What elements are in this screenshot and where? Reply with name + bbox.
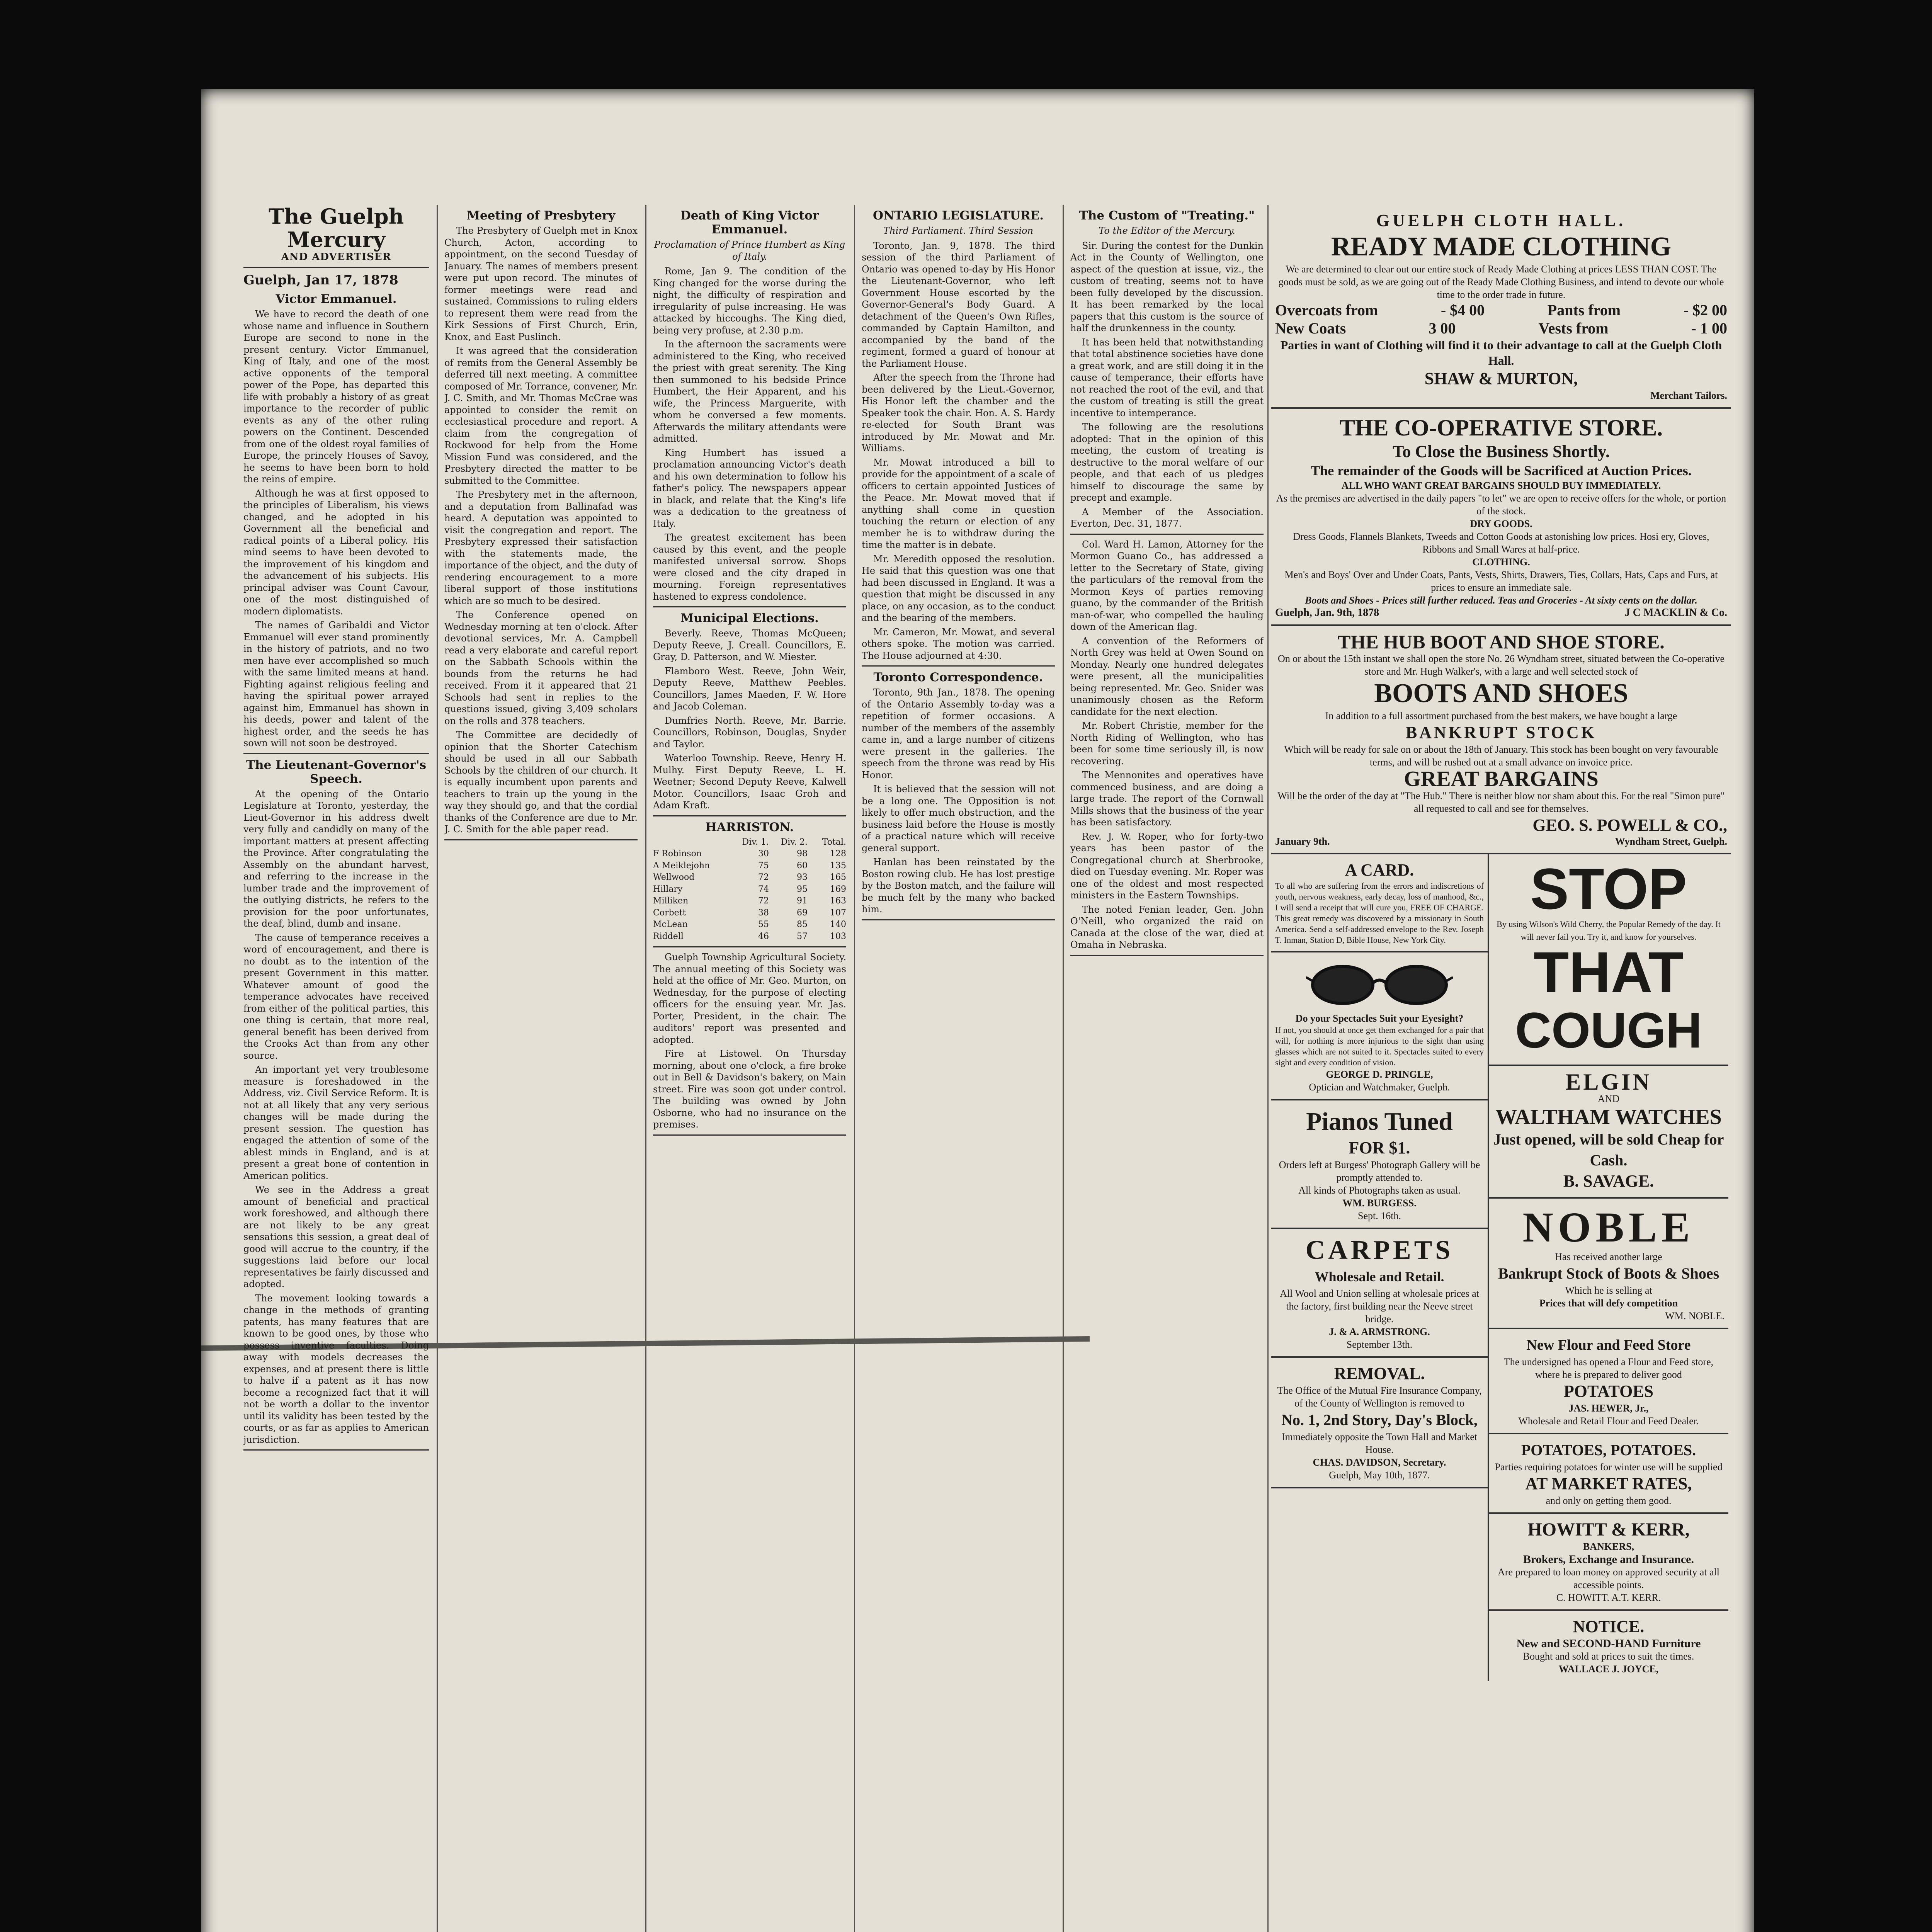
column-1-articles	[243, 292, 429, 1451]
ad-text: Are prepared to loan money on approved security at all accessible points.	[1498, 1566, 1719, 1590]
ad-name: CARPETS	[1305, 1235, 1454, 1265]
ad-spectacles	[1271, 952, 1488, 1100]
ad-hub-store	[1271, 626, 1731, 854]
article-paragraph: Guelph Township Agricultural Society. The annual meeting of this Society was held at the office of Mr. Geo. Murton, on Wednesday, for the purpose of electing officers for the ensuing year. Mr. Jas. Porter, President, in the chair. The auditors' report was presented and adopted.	[653, 952, 846, 1045]
table-cell	[653, 837, 730, 849]
article-paragraph: The cause of temperance receives a word of encouragement, and there is no doubt as to the intention of the present Government in this matter. Whatever amount of good the temperance advocates have received from either of the political parties, this one thing is certain, that more real, general benefit has been derived from the Crooks Act than from any other source.	[243, 932, 429, 1061]
price-item: Overcoats from	[1275, 301, 1378, 319]
table-cell: A Meiklejohn	[653, 861, 710, 871]
table-row	[653, 907, 846, 919]
newspaper-page	[201, 89, 1754, 1932]
ad-firm: JAS. HEWER, Jr.,	[1568, 1403, 1649, 1414]
ad-date: January 9th.	[1275, 836, 1330, 847]
election-results-table	[653, 837, 846, 943]
ad-left-column	[1271, 854, 1489, 1681]
article-heading: The Custom of "Treating."	[1079, 209, 1255, 223]
article-subheading: Third Parliament. Third Session	[883, 225, 1033, 236]
ad-text: The undersigned has opened a Flour and Feed store, where he is prepared to deliver good	[1503, 1356, 1714, 1380]
table-cell: Corbett	[653, 908, 686, 918]
ad-removal	[1271, 1358, 1488, 1488]
advertisements	[1271, 205, 1731, 1932]
ad-text: Which he is selling at	[1565, 1285, 1652, 1296]
ad-date: Guelph, May 10th, 1877.	[1329, 1469, 1430, 1481]
table-cell: 30	[758, 849, 769, 859]
ad-date: Sept. 16th.	[1358, 1210, 1401, 1221]
ad-headline: Bankrupt Stock of Boots & Shoes	[1498, 1265, 1719, 1282]
table-cell: Milliken	[653, 896, 689, 906]
ad-text: Just opened, will be sold Cheap for Cash.	[1493, 1131, 1724, 1169]
ad-name: NOBLE	[1522, 1204, 1695, 1251]
ad-notice	[1489, 1611, 1728, 1681]
table-cell: Riddell	[653, 931, 684, 941]
ad-line: As the premises are advertised in the daily papers "to let" we are open to receive offers for the whole, or portion of the stock.	[1276, 493, 1726, 517]
article-heading: Meeting of Presbytery	[466, 209, 616, 223]
table-cell: 69	[797, 908, 808, 918]
ad-text: We are determined to clear out our entire stock of Ready Made Clothing at prices LESS THAN COST. The goods must be sold, as we are going out of the Ready Made Clothing Business, and intend to devote our whole time to the order trade in future.	[1278, 264, 1724, 300]
ad-headline: STOP	[1530, 856, 1687, 921]
table-row	[653, 931, 846, 943]
table-cell: 165	[830, 872, 846, 882]
column-5	[1070, 205, 1264, 1932]
ad-name: THE HUB BOOT AND SHOE STORE.	[1338, 631, 1665, 653]
article-paragraph: It is believed that the session will not be a long one. The Opposition is not likely to offer much obstruction, and the business laid before the House is mostly of a practical nature which will receive general support.	[862, 784, 1055, 854]
article-paragraph: Beverly. Reeve, Thomas McQueen; Deputy Reeve, J. Creall. Councillors, E. Gray, D. Patterson, and W. Miester.	[653, 628, 846, 662]
column-2	[444, 205, 638, 1932]
article-paragraph: Col. Ward H. Lamon, Attorney for the Mormon Guano Co., has addressed a letter to the Secretary of State, giving the particulars of the removal from the Mormon Keys of parties removing guano, by the commander of the British man-of-war, who compelled the hauling down of the American flag.	[1070, 539, 1264, 632]
price-value: - 1 00	[1691, 320, 1727, 337]
ad-headline: BOOTS AND SHOES	[1374, 679, 1628, 708]
table-cell: 128	[830, 849, 846, 859]
ad-date: September 13th.	[1346, 1339, 1413, 1350]
article-heading: The Lieutenant-Governor's Speech.	[246, 758, 427, 786]
ad-firm: J. & A. ARMSTRONG.	[1329, 1326, 1430, 1337]
article-paragraph: Sir. During the contest for the Dunkin Act in the County of Wellington, one aspect of the question at issue, viz., the custom of treating, seems not to have been fully developed by the discussion. It has been remarked by the local papers that this custom is the source of half the drunkenness in the county.	[1070, 240, 1264, 333]
table-cell: 91	[797, 896, 808, 906]
column-3	[653, 205, 846, 1932]
table-cell: 169	[830, 884, 846, 894]
table-cell: 72	[758, 896, 769, 906]
article-subheading: Proclamation of Prince Humbert as King of Italy.	[654, 239, 845, 262]
column-1	[243, 205, 429, 1932]
table-cell: 55	[758, 920, 769, 929]
table-cell: 107	[830, 908, 846, 918]
ad-stop-cough	[1489, 854, 1728, 1066]
ad-firm: J C MACKLIN & Co.	[1624, 607, 1727, 619]
ad-cloth-hall	[1271, 205, 1731, 409]
ad-text: Men's and Boys' Over and Under Coats, Pants, Vests, Shirts, Drawers, Ties, Collars, Hats, Caps and Furs, at prices to ensure an immediate sale.	[1284, 569, 1718, 593]
article-subheading: To the Editor of the Mercury.	[1099, 225, 1235, 236]
ad-howitt-kerr	[1489, 1514, 1728, 1611]
table-cell: Hillary	[653, 884, 683, 894]
ad-text: Orders left at Burgess' Photograph Gallery will be promptly attended to.	[1279, 1159, 1480, 1183]
ad-headline: POTATOES	[1563, 1382, 1654, 1401]
article-paragraph: We have to record the death of one whose name and influence in Southern Europe are second to none in the present century. Victor Emmanuel, King of Italy, and one of the most active opponents of the temporal power of the Pope, has departed this life with probably a history of as great importance to the recorder of public events as any of the other ruling powers on the Continent. Descended from one of the oldest royal families of Europe, the princely Houses of Savoy, he seems to have been born to hold the reins of empire.	[243, 309, 429, 485]
article-paragraph: The movement looking towards a change in the methods of granting patents, has many features that are known to be good ones, by those who possess inventive faculties. Doing away with models decreases the expenses, and at present there is little to halve if a patent as it has now become a recognized fact that it will not be worth a dollar to the inventor until its validity has been tested by the courts, or as far as applies to American jurisdiction.	[243, 1293, 429, 1445]
ad-text: Wholesale and Retail Flour and Feed Dealer.	[1518, 1415, 1699, 1427]
table-row	[653, 919, 846, 931]
ad-headline: New and SECOND-HAND Furniture	[1516, 1637, 1701, 1650]
ad-text: All kinds of Photographs taken as usual.	[1298, 1185, 1461, 1196]
ad-text: Boots and Shoes - Prices still further reduced. Teas and Groceries - At sixty cents on the dollar.	[1305, 595, 1697, 606]
article-paragraph: Rev. J. W. Roper, who for forty-two years has been pastor of the Congregational church at Sherbrooke, died on Tuesday evening. Mr. Roper was one of the oldest and most respected ministers in the Eastern Townships.	[1070, 831, 1264, 901]
ad-firm: GEORGE D. PRINGLE,	[1326, 1069, 1433, 1080]
ad-name: A CARD.	[1345, 861, 1414, 879]
ad-line: ALL WHO WANT GREAT BARGAINS SHOULD BUY IMMEDIATELY.	[1341, 480, 1661, 491]
article-paragraph: It has been held that notwithstanding that total abstinence societies have done a great work, and are still doing it in the cause of temperance, their efforts have not reached the root of the evil, and that the custom of treating is still the great incentive to intemperance.	[1070, 337, 1264, 418]
ad-address: Wyndham Street, Guelph.	[1615, 836, 1727, 847]
ad-text: Dress Goods, Flannels Blankets, Tweeds and Cotton Goods at astonishing low prices. Hosi ery, Gloves, Ribbons and Small Wares at half-price.	[1293, 531, 1709, 555]
ad-name: REMOVAL.	[1334, 1364, 1425, 1383]
article-heading: HARRISTON.	[705, 820, 794, 834]
table-row	[653, 848, 846, 860]
article-paragraph: Dumfries North. Reeve, Mr. Barrie. Councillors, Robinson, Douglas, Snyder and Taylor.	[653, 715, 846, 750]
article-paragraph: An important yet very troublesome measure is foreshadowed in the Address, viz. Civil Service Reform. It is not at all likely that any very serious changes will be made during the present session. The question has engaged the attention of some of the ablest minds in England, and is at present a great bone of contention in American politics.	[243, 1064, 429, 1181]
ad-text: On or about the 15th instant we shall open the store No. 26 Wyndham street, situated between the Co-operative store and Mr. Hugh Walker's, with a large and well selected stock of	[1277, 653, 1725, 677]
table-row	[653, 837, 846, 849]
ad-feed-store	[1489, 1329, 1728, 1434]
article-paragraph: Flamboro West. Reeve, John Weir, Deputy Reeve, Matthew Peebles. Councillors, James Maeden, F. W. Hore and Jacob Coleman.	[653, 665, 846, 712]
article-paragraph: Although he was at first opposed to the principles of Liberalism, his views changed, and he adopted in his Government all the beneficial and radical points of a Liberal policy. His mind seems to have been devoted to the improvement of his kingdom and the advancement of his subjects. His principal adviser was Count Cavour, one of the most distinguished of modern diplomatists.	[243, 488, 429, 617]
table-cell: 135	[830, 861, 846, 871]
ad-text: Prices that will defy competition	[1539, 1298, 1678, 1309]
ad-text: If not, you should at once get them exchanged for a pair that will, for nothing is more injurious to the sight than using glasses which are not suited to it. Spectacles suited to every sight and every condition of vision.	[1275, 1025, 1484, 1067]
table-cell: Total.	[822, 837, 846, 847]
ad-sub: BANKERS,	[1583, 1541, 1634, 1552]
table-cell: 60	[797, 861, 808, 871]
table-cell: 103	[830, 931, 846, 941]
article-paragraph: At the opening of the Ontario Legislature at Toronto, yesterday, the Lieut-Governor in his address dwelt very fully and candidly on many of the important matters at present affecting the Province. After congratulating the Assembly on the abundant harvest, and referring to the increase in the lumber trade and the improvement of the outlying districts, he refers to the provision for the poor unfortunates, the deaf, blind, dumb and insane.	[243, 788, 429, 929]
ad-text: Immediately opposite the Town Hall and Market House.	[1281, 1431, 1478, 1455]
table-row	[653, 872, 846, 884]
ad-name: POTATOES, POTATOES.	[1521, 1441, 1696, 1459]
table-cell: Div. 1.	[742, 837, 769, 847]
table-cell: 46	[758, 931, 769, 941]
ad-headline: Do your Spectacles Suit your Eyesight?	[1295, 1013, 1464, 1024]
article-paragraph: Mr. Robert Christie, member for the North Riding of Wellington, who has been for some time seriously ill, is now recovering.	[1070, 720, 1264, 767]
ad-section: CLOTHING.	[1472, 556, 1530, 568]
table-cell: Wellwood	[653, 872, 695, 882]
ad-sub: The remainder of the Goods will be Sacrificed at Auction Prices.	[1311, 463, 1692, 478]
price-value: - $2 00	[1683, 301, 1727, 319]
article-heading: Victor Emmanuel.	[276, 292, 397, 306]
ad-headline: WALTHAM WATCHES	[1495, 1105, 1722, 1129]
article-paragraph: It was agreed that the consideration of remits from the General Assembly be deferred till next meeting. A committee composed of Mr. Torrance, convener, Mr. J. C. Smith, and Mr. Thomas McCrae was appointed to consider the remit on ecclesiastical procedure and report. A claim from the congregation of Rockwood for help from the Home Mission Fund was considered, and the Presbytery directed the matter to be submitted to the Committee.	[444, 345, 638, 486]
ad-text: and only on getting them good.	[1546, 1495, 1672, 1506]
article-heading: Death of King Victor Emmanuel.	[680, 209, 819, 236]
ad-name: New Flour and Feed Store	[1526, 1337, 1691, 1353]
article-paragraph: The Mennonites and operatives have commenced business, and are doing a large trade. The report of the Cornwall Mills shows that the business of the year has been satisfactory.	[1070, 770, 1264, 828]
ad-headline: Brokers, Exchange and Insurance.	[1523, 1553, 1694, 1566]
ad-firm: SHAW & MURTON,	[1424, 369, 1578, 388]
ad-sub: Has received another large	[1555, 1251, 1662, 1262]
ad-text: Which will be ready for sale on or about the 18th of January. This stock has been bought on very favourable terms, and will be rushed out at a small advance on invoice price.	[1284, 744, 1718, 768]
table-cell: Div. 2.	[781, 837, 808, 847]
ad-name: NOTICE.	[1573, 1617, 1645, 1636]
ad-carpets	[1271, 1229, 1488, 1358]
ad-firm: B. SAVAGE.	[1563, 1172, 1654, 1190]
ad-right-column	[1489, 854, 1728, 1681]
article-paragraph: The greatest excitement has been caused by this event, and the people manifested universal sorrow. Shops were closed and the city draped in mourning. Foreign representatives hastened to express condolence.	[653, 532, 846, 602]
ad-headline: No. 1, 2nd Story, Day's Block,	[1281, 1411, 1478, 1429]
ad-name: THE CO-OPERATIVE STORE.	[1339, 415, 1663, 440]
ad-firm: WM. BURGESS.	[1342, 1197, 1417, 1209]
table-cell: 74	[758, 884, 769, 894]
ad-headline: To Close the Business Shortly.	[1393, 442, 1610, 461]
table-cell: McLean	[653, 920, 688, 929]
ad-text: All Wool and Union selling at wholesale prices at the factory, first building near the Neeve street bridge.	[1280, 1288, 1479, 1325]
article-heading: Municipal Elections.	[680, 611, 819, 625]
ad-firm: WM. NOBLE.	[1665, 1310, 1725, 1321]
ad-name: HOWITT & KERR,	[1527, 1519, 1690, 1540]
ad-name: GUELPH CLOTH HALL.	[1376, 211, 1626, 230]
ad-text: The Office of the Mutual Fire Insurance Company, of the County of Wellington is removed to	[1277, 1385, 1482, 1409]
ad-headline: COUGH	[1515, 1002, 1702, 1058]
table-cell: 163	[830, 896, 846, 906]
article-paragraph: A Member of the Association. Everton, Dec. 31, 1877.	[1070, 506, 1264, 529]
ad-headline: ELGIN	[1565, 1069, 1652, 1095]
ad-text: Parties requiring potatoes for winter use will be supplied	[1495, 1461, 1723, 1473]
article-paragraph: The following are the resolutions adopted: That in the opinion of this meeting, the custom of treating is destructive to the moral welfare of our people, and that each of us pledges himself to discourage the same by precept and example.	[1070, 422, 1264, 503]
ad-headline: THAT	[1533, 940, 1684, 1005]
article-paragraph: A convention of the Reformers of North Grey was held at Owen Sound on Monday. Nearly one hundred delegates were present, all the municipalities being represented. Mr. Geo. Snider was unanimously chosen as the Reform candidate for the next election.	[1070, 635, 1264, 717]
ad-headline: READY MADE CLOTHING	[1331, 232, 1672, 262]
article-paragraph: The noted Fenian leader, Gen. John O'Neill, who organized the raid on Canada at the close of the war, died at Omaha in Nebraska.	[1070, 904, 1264, 950]
masthead-title: The Guelph Mercury	[269, 205, 404, 252]
table-cell: 57	[797, 931, 808, 941]
ad-headline: AT MARKET RATES,	[1525, 1474, 1692, 1493]
column-4	[862, 205, 1055, 1932]
article-paragraph: The Presbytery of Guelph met in Knox Church, Acton, according to appointment, on the second Tuesday of January. The names of members present were put upon record. The minutes of former meetings were read and sustained. Commissions to ruling elders to represent them were read from the Kirk Sessions of First Church, Erin, Knox, and East Puslinch.	[444, 225, 638, 342]
table-cell: 85	[797, 920, 808, 929]
table-cell: F Robinson	[653, 849, 702, 859]
table-cell: 95	[797, 884, 808, 894]
price-value: 3 00	[1429, 320, 1456, 337]
ad-text: In addition to a full assortment purchased from the best makers, we have bought a large	[1325, 710, 1677, 721]
ad-text: By using Wilson's Wild Cherry, the Popular Remedy of the day. It will never fail you. Try it, and know for yourselves.	[1497, 919, 1721, 942]
price-item: Pants from	[1547, 301, 1621, 319]
article-paragraph: The names of Garibaldi and Victor Emmanuel will ever stand prominently in the history of patriots, and no two men have ever accomplished so much with the same limited means at hand. Fighting against religious feeling and having the spiritual power arrayed against him, Emmanuel has shown in his deeds, power and talent of the highest order, and the seeds he has sown will not soon be destroyed.	[243, 620, 429, 748]
table-cell: 75	[758, 861, 769, 871]
ad-tagline: Parties in want of Clothing will find it to their advantage to call at the Guelph Cloth Hall.	[1280, 338, 1722, 367]
masthead-subtitle: AND ADVERTISER	[281, 251, 391, 263]
price-item: New Coats	[1275, 320, 1346, 337]
price-item: Vests from	[1538, 320, 1609, 337]
ad-headline: Pianos Tuned	[1306, 1107, 1453, 1136]
ad-firm: C. HOWITT. A.T. KERR.	[1556, 1592, 1661, 1603]
table-row	[653, 895, 846, 907]
ad-price: FOR $1.	[1349, 1138, 1410, 1157]
article-heading: Toronto Correspondence.	[873, 670, 1043, 684]
article-paragraph: The Presbytery met in the afternoon, and a deputation from Ballinafad was heard. A deputation was appointed to visit the congregation and report. The Presbytery expressed their satisfaction with the statements made, the importance of the object, and the duty of rendering encouragement to a more liberal support of those institutions which are so much to be desired.	[444, 489, 638, 606]
article-paragraph: We see in the Address a great amount of beneficial and practical work foreshowed, and although there are not likely to be any great sensations this session, a great deal of good will accrue to the country, if the suggestions laid before our local representatives be fairly discussed and adopted.	[243, 1184, 429, 1289]
table-row	[653, 884, 846, 896]
article-paragraph: Hanlan has been reinstated by the Boston rowing club. He has lost prestige by the Boston match, and the failure will be much felt by the many who backed him.	[862, 857, 1055, 915]
article-paragraph: Mr. Mowat introduced a bill to provide for the appointment of a scale of officers to certain appointed Justices of the Peace. Mr. Mowat moved that if anything shall come in question touching the return or election of any member he is to withdraw during the time the matter is in debate.	[862, 457, 1055, 550]
ad-headline: BANKRUPT STOCK	[1405, 723, 1597, 742]
article-paragraph: The Committee are decidedly of opinion that the Shorter Catechism should be used in all our Sabbath Schools by the children of our church. It is equally incumbent upon parents and teachers to train up the young in the way they should go, and that the cordial thanks of the Conference are due to Mr. J. C. Smith for the able paper read.	[444, 730, 638, 835]
ad-sub: Wholesale and Retail.	[1315, 1269, 1444, 1284]
table-cell: 38	[758, 908, 769, 918]
table-cell: 72	[758, 872, 769, 882]
article-paragraph: After the speech from the Throne had been delivered by the Lieut.-Governor, His Honor left the chamber and the Speaker took the chair. Hon. A. S. Hardy re-elected for South Brant was introduced by Mr. Mowat and Mr. Williams.	[862, 372, 1055, 454]
ad-coop-store	[1271, 409, 1731, 626]
article-heading: ONTARIO LEGISLATURE.	[872, 209, 1044, 223]
ad-firm: WALLACE J. JOYCE,	[1558, 1663, 1659, 1675]
dateline: Guelph, Jan 17, 1878	[243, 272, 398, 288]
table-cell: 140	[830, 920, 846, 929]
article-paragraph: Fire at Listowel. On Thursday morning, about one o'clock, a fire broke out in Bell & Davidson's bakery, on Main street. Fire was soon got under control. The building was owned by John Osborne, who had no insurance on the premises.	[653, 1048, 846, 1130]
table-cell: 98	[797, 849, 808, 859]
article-paragraph: Mr. Meredith opposed the resolution. He said that this question was one that had been discussed in England. It was a question that might be discussed in any place, on any occasion, as to the conduct and the bearing of the members.	[862, 553, 1055, 623]
article-paragraph: In the afternoon the sacraments were administered to the King, who received the priest with great serenity. The King then summoned to his bedside Prince Humbert, the Heir Apparent, and his wife, the Princess Marguerite, with whom he conversed a few moments. Afterwards the military attendants were admitted.	[653, 339, 846, 444]
ad-date: Guelph, Jan. 9th, 1878	[1275, 607, 1379, 619]
table-cell: 93	[797, 872, 808, 882]
ad-text: To all who are suffering from the errors and indiscretions of youth, nervous weakness, early decay, loss of manhood, &c., I will send a receipt that will cure you, FREE OF CHARGE. This great remedy was discovered by a missionary in South America. Send a self-addressed envelope to the Rev. Joseph T. Inman, Station D, Bible House, New York City.	[1275, 881, 1484, 945]
ad-noble	[1489, 1199, 1728, 1329]
article-paragraph: King Humbert has issued a proclamation announcing Victor's death and his own determination to follow his father's policy. The newspapers appear in black, and relate that the King's life was a dedication to the greatness of Italy.	[653, 447, 846, 529]
ad-text: AND	[1597, 1093, 1620, 1104]
article-paragraph: The Conference opened on Wednesday morning at ten o'clock. After devotional services, Mr. A. Campbell read a very elaborate and careful report on the Sabbath Schools within the bounds from the returns he had received. From it it appeared that 21 Schools had sent in replies to the questions issued, giving 3,409 scholars on the rolls and 378 teachers.	[444, 609, 638, 726]
table-row	[653, 860, 846, 872]
ad-headline: GREAT BARGAINS	[1404, 767, 1599, 791]
ad-text: Will be the order of the day at "The Hub." There is neither blow nor sham about this. For the real "Simon pure" all requested to call and see for themselves.	[1277, 790, 1725, 814]
article-paragraph: Rome, Jan 9. The condition of the King changed for the worse during the night, the difficulty of respiration and irregularity of pulse increasing. He was attacked by hiccoughs. The King died, being very profuse, at 2.30 p.m.	[653, 266, 846, 336]
ad-text: Bought and sold at prices to suit the times.	[1523, 1651, 1694, 1662]
ad-firm-sub: Optician and Watchmaker, Guelph.	[1309, 1082, 1450, 1093]
ad-pianos	[1271, 1100, 1488, 1229]
article-paragraph: Toronto, 9th Jan., 1878. The opening of the Ontario Assembly to-day was a repetition of former occasions. A number of the members of the assembly came in, and a large number of citizens were present in the galleries. The speech from the throne was read by His Honor.	[862, 687, 1055, 781]
article-paragraph: Mr. Cameron, Mr. Mowat, and several others spoke. The motion was carried. The House adjourned at 4:30.	[862, 626, 1055, 661]
article-paragraph: Waterloo Township. Reeve, Henry H. Mulhy. First Deputy Reeve, L. H. Weetner; Second Deputy Reeve, Kalwell Motor. Councillors, Isaac Groh and Adam Kraft.	[653, 753, 846, 811]
ad-firm: CHAS. DAVIDSON, Secretary.	[1313, 1457, 1446, 1468]
price-value: - $4 00	[1440, 301, 1485, 319]
ad-firm-sub: Merchant Tailors.	[1650, 390, 1727, 401]
article-paragraph: Toronto, Jan. 9, 1878. The third session of the third Parliament of Ontario was opened to-day by His Honor the Lieutenant-Governor, who left Government House escorted by the Governor-General's Body Guard. A detachment of the Queen's Own Rifles, commanded by Captain Hamilton, and accompanied by the band of the regiment, formed a guard of honour at the Parliament House.	[862, 240, 1055, 369]
ad-watches	[1489, 1066, 1728, 1199]
ad-section: DRY GOODS.	[1470, 518, 1532, 529]
ad-firm: GEO. S. POWELL & CO.,	[1532, 816, 1727, 835]
ad-card	[1271, 854, 1488, 952]
spectacles-icon	[1306, 962, 1453, 1008]
ad-potatoes	[1489, 1434, 1728, 1514]
